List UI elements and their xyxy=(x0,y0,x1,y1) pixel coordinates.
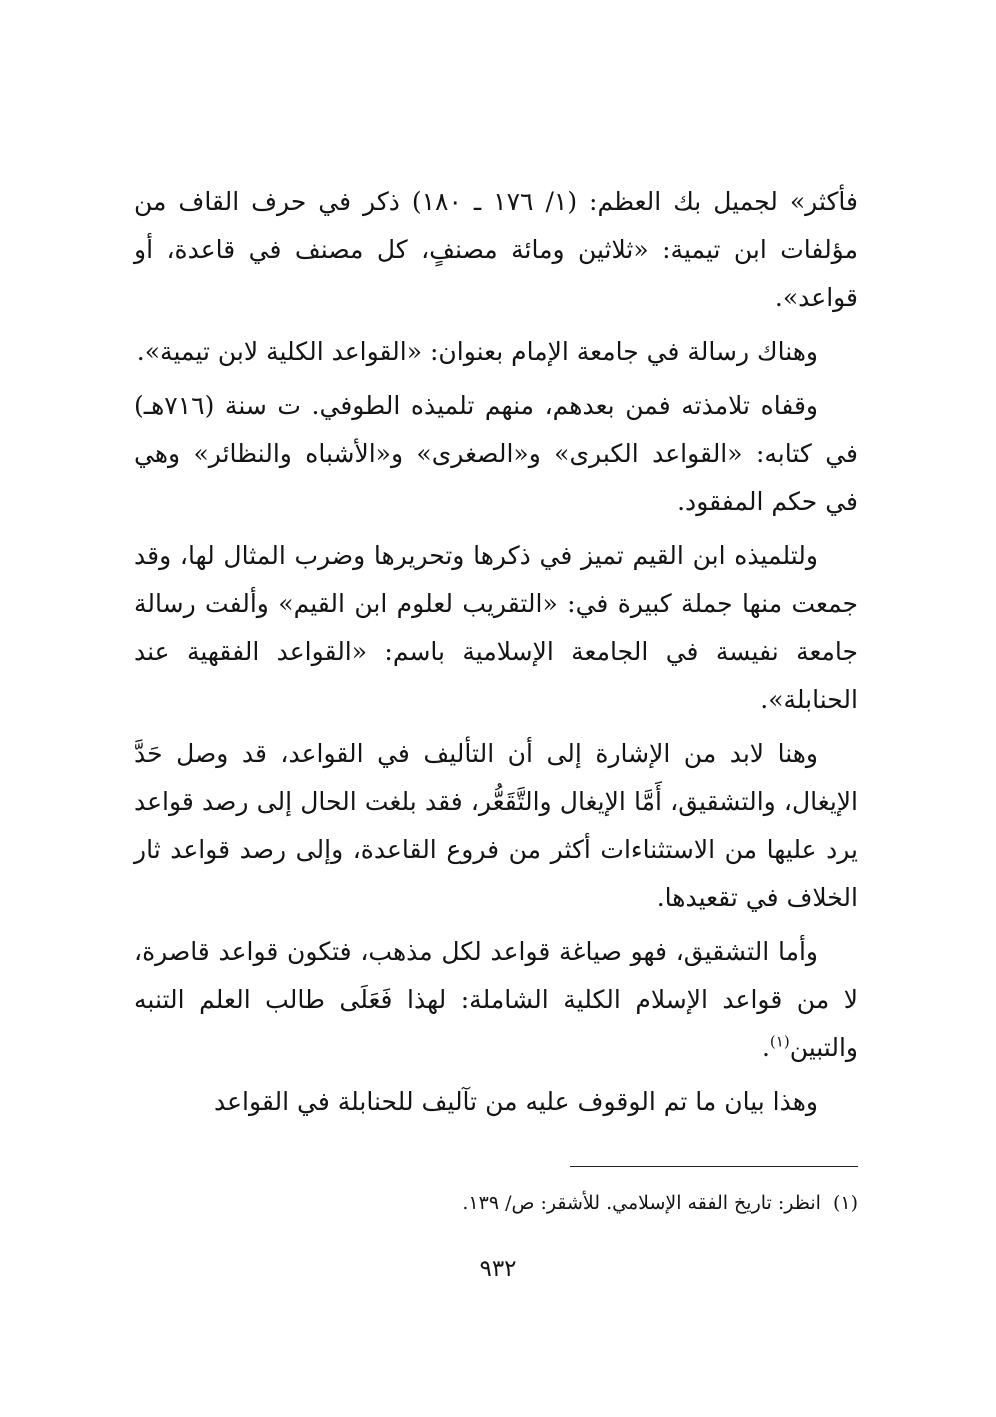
paragraph-continuation xyxy=(134,178,858,322)
paragraph-text: وأما التشقيق، فهو صياغة قواعد لكل مذهب، فتكون قواعد قاصرة، لا من قواعد الإسلام الكلية الشاملة: لهذا فَعَلَى طالب العلم التنبه والتبين xyxy=(134,937,858,1062)
paragraph-text: ولتلميذه ابن القيم تميز في ذكرها وتحريرها وضرب المثال لها، وقد جمعت منها جملة كبيرة في: «التقريب لعلوم ابن القيم» وألفت رسالة جامعة نفيسة في الجامعة الإسلامية باسم: «القواعد الفقهية عند الحنابلة». xyxy=(134,541,858,714)
footnote-divider xyxy=(570,1166,858,1167)
footnote-text: انظر: تاريخ الفقه الإسلامي. للأشقر: ص/ ١٣٩. xyxy=(462,1192,821,1214)
footnote-number: (١) xyxy=(832,1192,858,1214)
footnote xyxy=(134,1188,858,1218)
page-number: ٩٣٢ xyxy=(479,1256,517,1282)
footnote-reference[interactable]: (١) xyxy=(769,1032,790,1051)
paragraph-text: وهذا بيان ما تم الوقوف عليه من تآليف للحنابلة في القواعد xyxy=(213,1087,818,1116)
paragraph-text: وهنا لابد من الإشارة إلى أن التأليف في القواعد، قد وصل حَدَّ الإيغال، والتشقيق، أَمَّا الإيغال والتَّقَعُّر، فقد بلغت الحال إلى رصد قواعد يرد عليها من الاستثناءات أكثر من فروع القاعدة، وإلى رصد قواعد ثار الخلاف في تقعيدها. xyxy=(134,739,858,912)
paragraph-closing xyxy=(134,1078,858,1126)
paragraph-imam-university-thesis xyxy=(134,328,858,376)
paragraph-excess xyxy=(134,730,858,922)
paragraph-end-punctuation: . xyxy=(761,1033,770,1062)
paragraph-text: فأكثر» لجميل بك العظم: (١/ ١٧٦ ـ ١٨٠) ذكر في حرف القاف من مؤلفات ابن تيمية: «ثلاثين ومائة مصنفٍ، كل مصنف في قاعدة، أو قواعد». xyxy=(134,187,858,312)
paragraph-text: وهناك رسالة في جامعة الإمام بعنوان: «القواعد الكلية لابن تيمية». xyxy=(136,337,818,366)
paragraph-ibn-alqayyim xyxy=(134,532,858,724)
paragraph-tufi xyxy=(134,382,858,526)
paragraph-subdivision xyxy=(134,928,858,1072)
paragraph-text: وقفاه تلامذته فمن بعدهم، منهم تلميذه الطوفي. ت سنة (٧١٦هـ) في كتابه: «القواعد الكبرى» و«الصغرى» و«الأشباه والنظائر» وهي في حكم المفقود. xyxy=(134,391,858,516)
main-text xyxy=(134,178,858,1132)
